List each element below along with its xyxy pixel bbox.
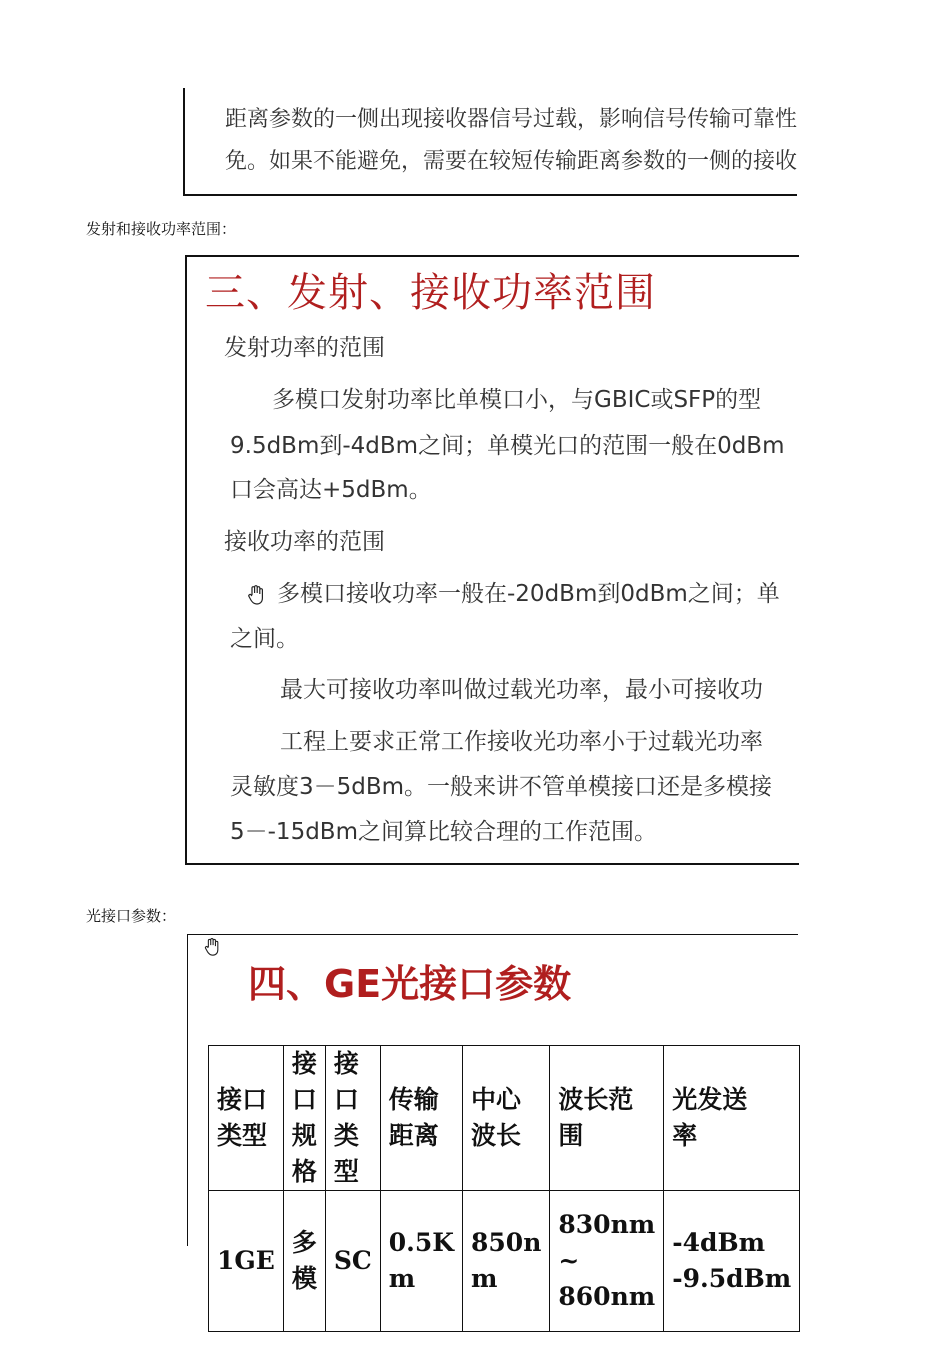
caption-interface-params: 光接口参数： bbox=[86, 907, 177, 925]
text-line: 最大可接收功率叫做过载光功率，最小可接收功 bbox=[280, 677, 763, 703]
slide-title: 四、GE光接口参数 bbox=[248, 962, 572, 1006]
text-line: 多模口发射功率比单模口小，与GBIC或SFP的型 bbox=[272, 387, 762, 413]
ge-params-table bbox=[208, 1045, 800, 1332]
tx-heading: 发射功率的范围 bbox=[224, 335, 385, 361]
hand-pointer-icon bbox=[202, 937, 222, 957]
text-line: 距离参数的一侧出现接收器信号过载，影响信号传输可靠性 bbox=[225, 107, 798, 132]
header-cell: 接口 规格 bbox=[283, 1046, 325, 1191]
text-line: 5－-15dBm之间算比较合理的工作范围。 bbox=[230, 819, 657, 845]
slide-fragment-overload bbox=[183, 88, 797, 196]
text-line bbox=[245, 575, 780, 608]
table-cell: 850n m bbox=[463, 1191, 550, 1332]
header-cell: 接口 类型 bbox=[325, 1046, 380, 1191]
header-cell: 光发送 率 bbox=[664, 1046, 800, 1191]
rx-line-text: 多模口接收功率一般在-20dBm到0dBm之间；单 bbox=[277, 581, 780, 607]
table-cell: 1GE bbox=[209, 1191, 284, 1332]
hand-pointer-icon bbox=[245, 584, 267, 606]
rx-heading: 接收功率的范围 bbox=[224, 529, 385, 555]
slide-ge-params bbox=[187, 934, 798, 1311]
header-cell: 接口 类型 bbox=[209, 1046, 284, 1191]
header-cell: 传输 距离 bbox=[380, 1046, 462, 1191]
table-cell: SC bbox=[325, 1191, 380, 1332]
table-cell: 830nm ~ 860nm bbox=[550, 1191, 664, 1332]
table-row bbox=[209, 1191, 800, 1332]
text-line: 工程上要求正常工作接收光功率小于过载光功率 bbox=[280, 729, 763, 755]
header-cell: 中心 波长 bbox=[463, 1046, 550, 1191]
text-line: 灵敏度3－5dBm。一般来讲不管单模接口还是多模接 bbox=[230, 774, 773, 800]
table-header-row bbox=[209, 1046, 800, 1191]
text-line: 9.5dBm到-4dBm之间；单模光口的范围一般在0dBm bbox=[230, 433, 785, 459]
slide-title: 三、发射、接收功率范围 bbox=[205, 270, 656, 316]
text-line: 之间。 bbox=[230, 626, 299, 652]
table-cell: 多模 bbox=[283, 1191, 325, 1332]
table-cell: 0.5K m bbox=[380, 1191, 462, 1332]
text-line: 口会高达+5dBm。 bbox=[230, 477, 432, 503]
text-line: 免。如果不能避免，需要在较短传输距离参数的一侧的接收 bbox=[225, 149, 798, 174]
table-cell: -4dBm -9.5dBm bbox=[664, 1191, 800, 1332]
caption-power-range: 发射和接收功率范围： bbox=[86, 220, 237, 238]
header-cell: 波长范 围 bbox=[550, 1046, 664, 1191]
slide-power-range bbox=[185, 255, 799, 865]
